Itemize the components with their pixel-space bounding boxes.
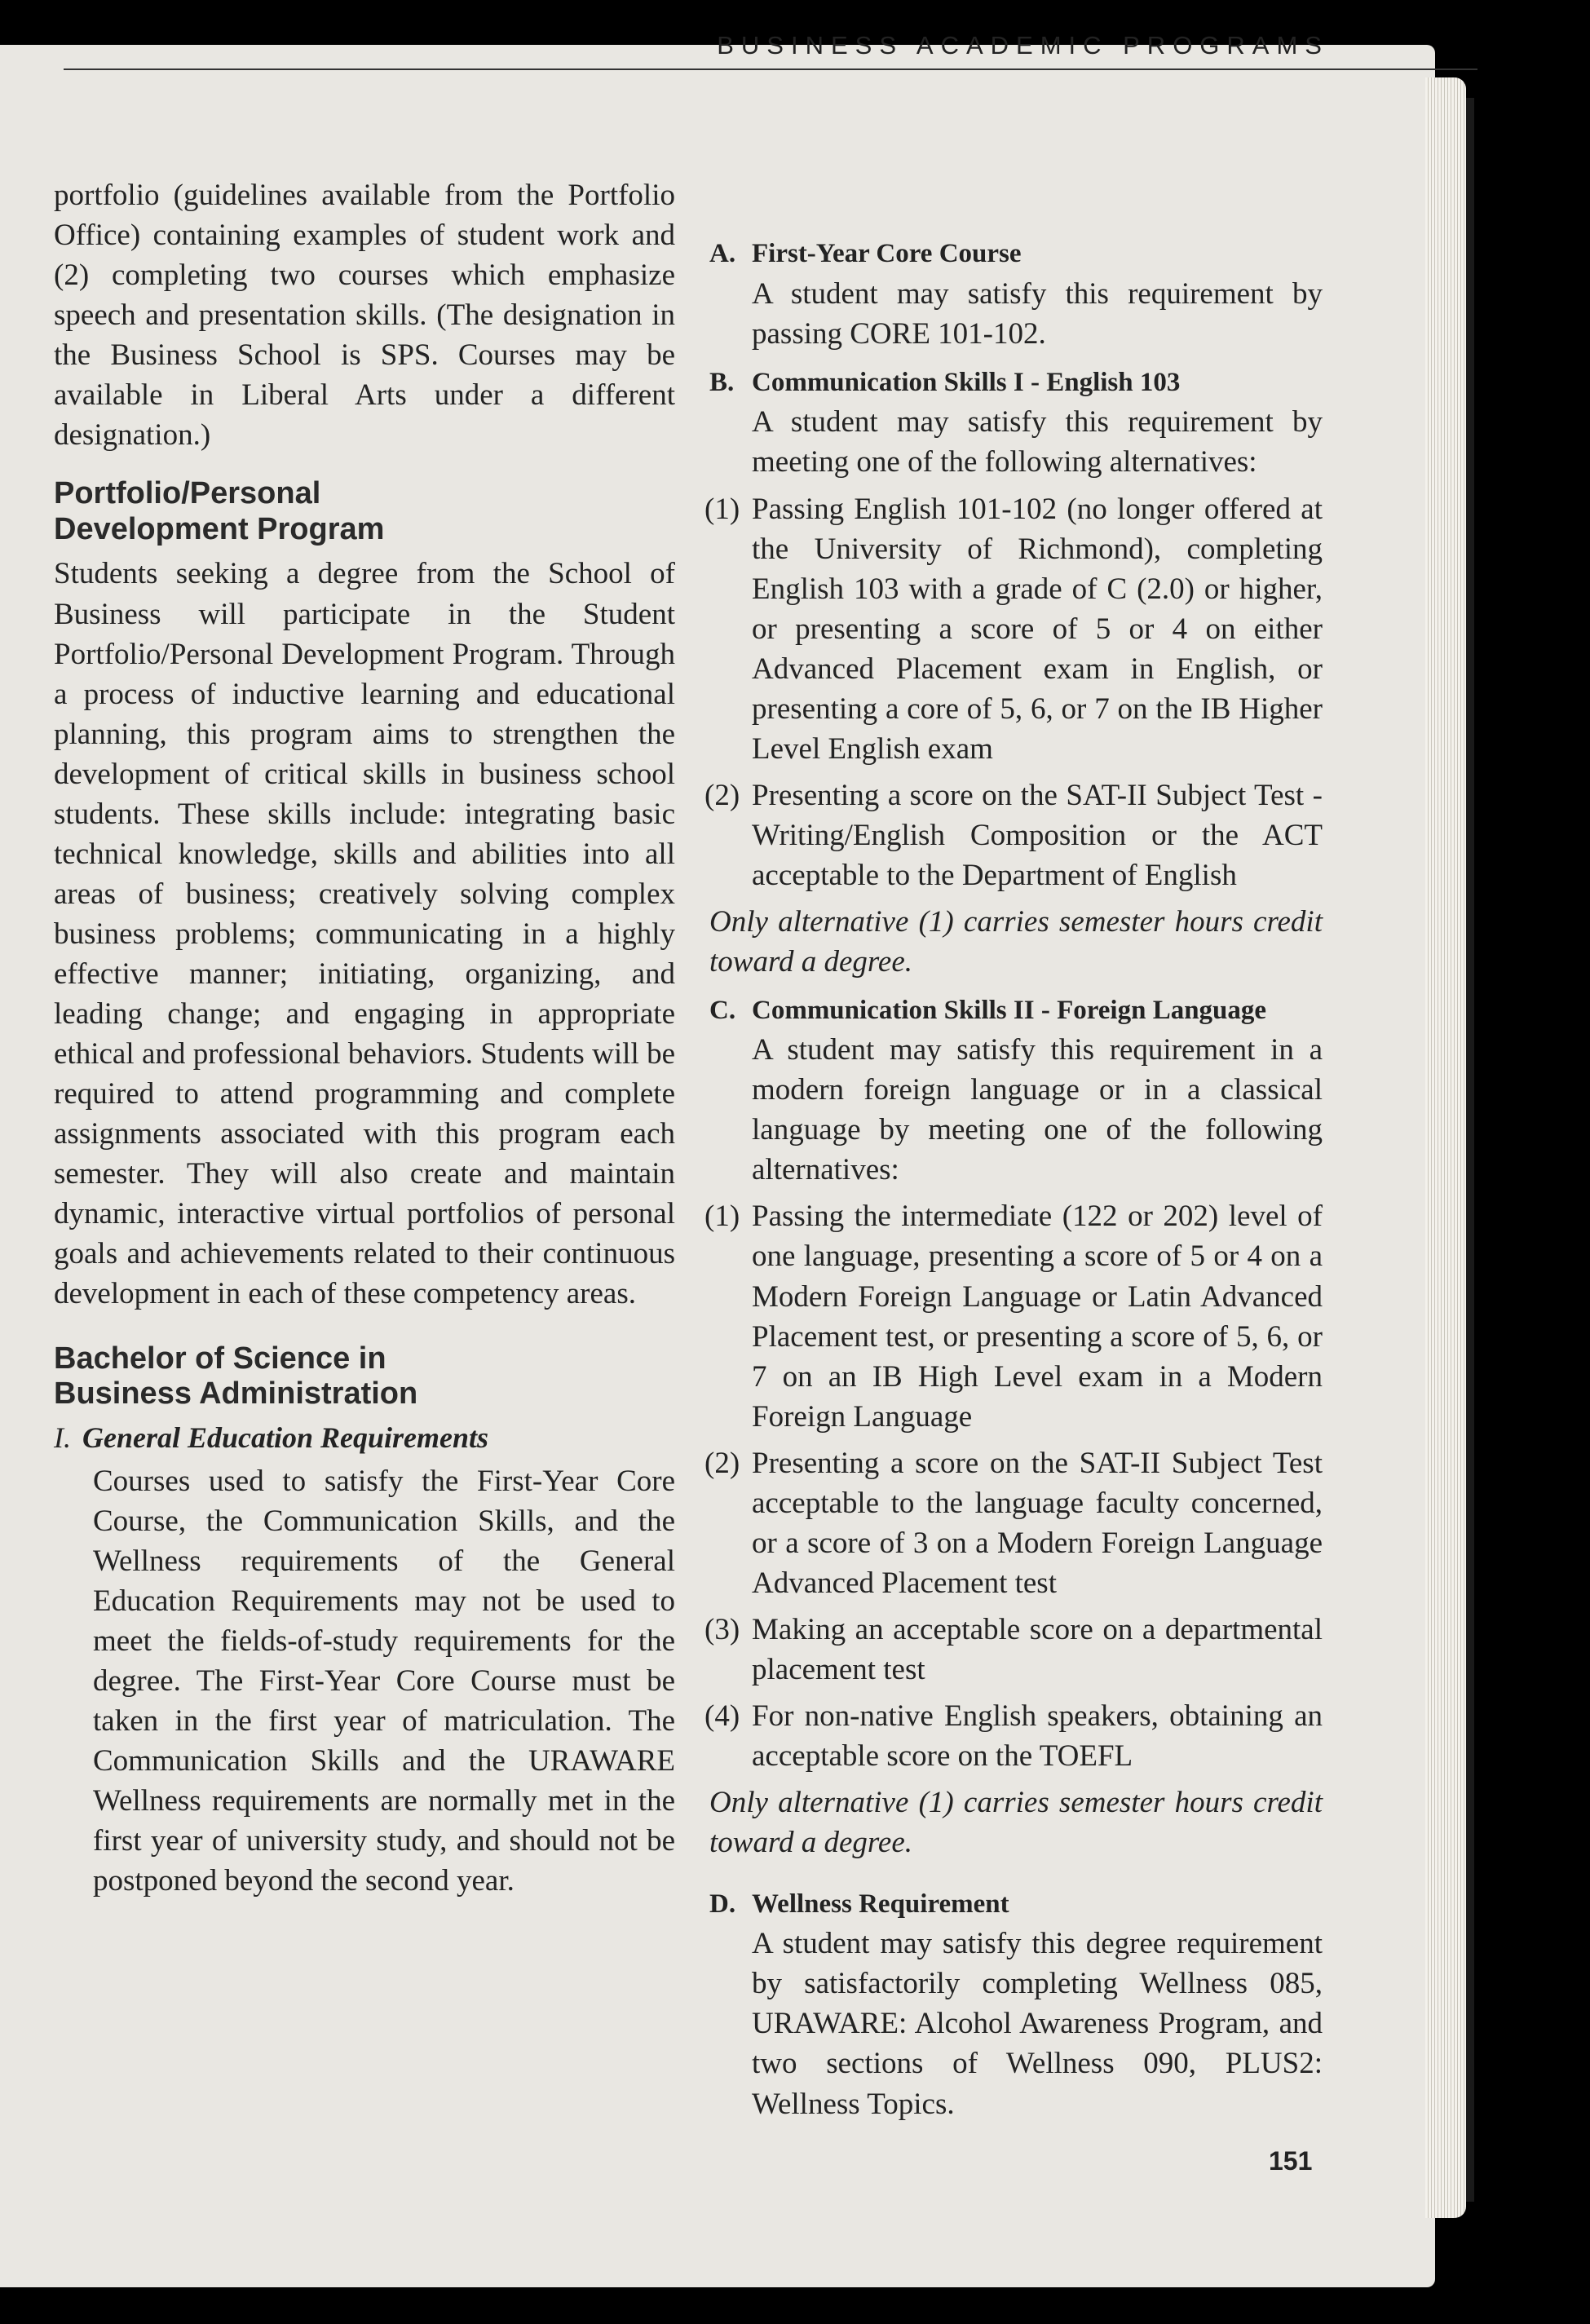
bachelor-heading-line2: Business Administration bbox=[54, 1376, 418, 1412]
alternative-number: (3) bbox=[704, 1612, 740, 1646]
alternative-number: (1) bbox=[704, 492, 740, 526]
alternative-text: Presenting a score on the SAT-II Subject Test - Writing/English Composition or the ACT acceptable to the Department of English bbox=[752, 778, 1323, 892]
portfolio-heading bbox=[54, 476, 675, 547]
section-letter: B. bbox=[709, 367, 735, 397]
alternative-item bbox=[704, 1443, 1323, 1603]
section-heading bbox=[709, 1887, 1323, 1923]
gen-ed-paragraph: Courses used to satisfy the First-Year Core Course, the Communication Skills, and the Wellness requirements of the General Education Requirements may not be used to meet the fields-of-study requirements for the degree. The First-Year Core Course must be taken in the first year of matriculation. The Communication Skills and the URAWARE Wellness requirements are normally met in the first year of university study, and should not be postponed beyond the second year. bbox=[93, 1464, 675, 1898]
section-title: Communication Skills I - English 103 bbox=[752, 367, 1181, 397]
header-rule bbox=[64, 68, 1477, 70]
alternative-item bbox=[704, 1696, 1323, 1776]
section-letter: A. bbox=[709, 239, 736, 268]
alternative-item bbox=[704, 489, 1323, 769]
section-body: A student may satisfy this degree requirement by satisfactorily completing Wellness 085, URAWARE: Alcohol Awareness Program, and two sections of Wellness 090, PLUS2: Wellness Topics. bbox=[752, 1927, 1323, 2121]
section-letter: D. bbox=[709, 1889, 736, 1919]
alternative-text: Making an acceptable score on a departmental placement test bbox=[752, 1612, 1323, 1686]
intro-paragraph: portfolio (guidelines available from the Portfolio Office) containing examples of student work and (2) completing two courses which emphasize speech and presentation skills. (The designation in the Business School is SPS. Courses may be available in Liberal Arts under a different designation.) bbox=[54, 179, 675, 453]
alternative-item bbox=[704, 775, 1323, 895]
credit-note: Only alternative (1) carries semester hours credit toward a degree. bbox=[709, 904, 1323, 979]
alternative-item bbox=[704, 1196, 1323, 1436]
requirement-section bbox=[709, 1887, 1323, 2124]
gen-ed-numeral: I. bbox=[54, 1421, 71, 1455]
requirement-section bbox=[704, 993, 1323, 1862]
section-title: Communication Skills II - Foreign Language bbox=[752, 995, 1267, 1025]
requirement-section bbox=[704, 365, 1323, 982]
section-letter: C. bbox=[709, 995, 736, 1025]
requirement-section bbox=[709, 236, 1323, 354]
page-stack-edge bbox=[1425, 77, 1466, 2218]
page-shadow bbox=[1466, 98, 1474, 2202]
gen-ed-heading bbox=[54, 1419, 675, 1458]
right-column bbox=[704, 236, 1323, 2136]
section-heading bbox=[709, 993, 1323, 1029]
gen-ed-title: General Education Requirements bbox=[82, 1421, 489, 1455]
section-body: A student may satisfy this requirement by meeting one of the following alternatives: bbox=[752, 405, 1323, 479]
section-body: A student may satisfy this requirement in a modern foreign language or in a classical language by meeting one of the following alternatives: bbox=[752, 1033, 1323, 1187]
portfolio-heading-line1: Portfolio/Personal bbox=[54, 476, 321, 511]
running-header: BUSINESS ACADEMIC PROGRAMS bbox=[717, 31, 1329, 60]
alternative-text: For non-native English speakers, obtaining an acceptable score on the TOEFL bbox=[752, 1699, 1323, 1773]
alternative-number: (2) bbox=[704, 778, 740, 812]
portfolio-paragraph: Students seeking a degree from the School of Business will participate in the Student Portfolio/Personal Development Program. Through a process of inductive learning and educational planning, this program aims to strengthen the development of critical skills in business school students. These skills include: integrating basic technical knowledge, skills and abilities into all areas of business; creatively solving complex business problems; communicating in a highly effective manner; initiating, organizing, and leading change; and engaging in appropriate ethical and professional behaviors. Students will be required to attend programming and complete assignments associated with this program each semester. They will also create and maintain dynamic, interactive virtual portfolios of personal goals and achievements related to their continuous development in each of these competency areas. bbox=[54, 557, 675, 1310]
alternative-text: Passing English 101-102 (no longer offered at the University of Richmond), completing English 103 with a grade of C (2.0) or higher, or presenting a score of 5 or 4 on either Advanced Placement exam in English, or presenting a core of 5, 6, or 7 on the IB Higher Level English exam bbox=[752, 492, 1323, 766]
section-title: Wellness Requirement bbox=[752, 1889, 1009, 1919]
left-column bbox=[54, 175, 675, 1901]
alternative-item bbox=[704, 1610, 1323, 1690]
alternative-number: (1) bbox=[704, 1200, 740, 1234]
portfolio-heading-line2: Development Program bbox=[54, 511, 385, 546]
bachelor-heading-line1: Bachelor of Science in bbox=[54, 1341, 386, 1376]
page-number: 151 bbox=[1269, 2146, 1313, 2176]
section-title: First-Year Core Course bbox=[752, 239, 1022, 268]
alternative-text: Passing the intermediate (122 or 202) level of one language, presenting a score of 5 or 4 on a Modern Foreign Language or Latin Advanced Placement test, or presenting a score of 5, 6, or 7 on an IB High Level exam in a Modern Foreign Language bbox=[752, 1200, 1323, 1434]
section-heading bbox=[709, 236, 1323, 272]
alternative-number: (2) bbox=[704, 1446, 740, 1480]
alternative-number: (4) bbox=[704, 1699, 740, 1733]
bachelor-heading bbox=[54, 1341, 675, 1412]
section-body: A student may satisfy this requirement by passing CORE 101-102. bbox=[752, 276, 1323, 351]
section-heading bbox=[709, 365, 1323, 401]
credit-note: Only alternative (1) carries semester hours credit toward a degree. bbox=[709, 1785, 1323, 1859]
alternative-text: Presenting a score on the SAT-II Subject Test acceptable to the language faculty concerned, or a score of 3 on a Modern Foreign Language Advanced Placement test bbox=[752, 1446, 1323, 1600]
